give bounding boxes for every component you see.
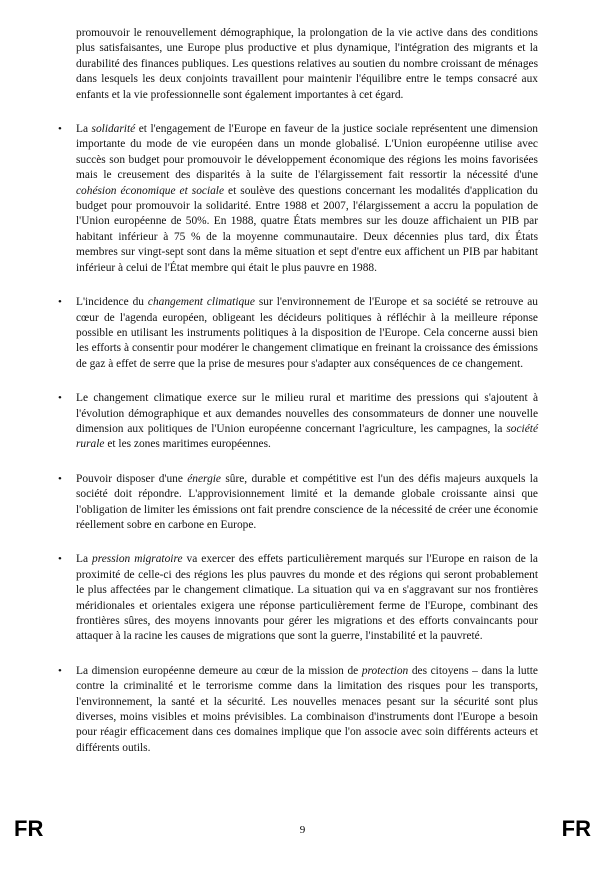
bullet-item [58, 122, 538, 276]
bullet-marker: • [58, 472, 62, 485]
bullet-item [58, 295, 538, 372]
emphasized-term: protection [361, 664, 409, 677]
bullet-item [58, 391, 538, 453]
bullet-text [76, 295, 538, 372]
intro-paragraph: promouvoir le renouvellement démographique, la prolongation de la vie active dans des conditions plus satisfaisantes, une Europe plus productive et plus dynamique, l'intégration des migrants et la durabilité des finances publiques. Les questions relatives au soutien du nombre croissant de ménages dans lesquels les deux conjoints travaillent pour maintenir l'équilibre entre le temps consacré aux enfants et la vie professionnelle sont également importantes à cet égard. [76, 27, 538, 101]
bullet-text [76, 391, 538, 453]
emphasized-term: cohésion économique et sociale [76, 184, 225, 197]
emphasized-term: solidarité [91, 123, 136, 136]
text-run: La dimension européenne demeure au cœur de la mission de [76, 664, 362, 677]
text-run: Le changement climatique exerce sur le milieu rural et maritime des pressions qui s'ajoutent à l'évolution démographique et aux demandes nouvelles des consommateurs de donner une nouvelle dimension aux politiques de l'Union européenne concernant l'agriculture, les campagnes, la [76, 392, 538, 435]
text-run: Pouvoir disposer d'une [76, 472, 188, 485]
bullet-marker: • [58, 296, 62, 309]
text-run: des citoyens – dans la lutte contre la criminalité et le terrorisme comme dans la limitation des risques pour les transports, l'environnement, la santé et la sécurité. Les nouvelles menaces pesant sur la sécurité sont plus diverses, moins visibles et moins prévisibles. La combinaison d'instruments dont l'Europe a besoin pour réagir efficacement dans ces domaines implique que l'on associe avec soin différents acteurs et différents outils. [76, 664, 538, 754]
text-run: et les zones maritimes européennes. [104, 438, 271, 451]
bullet-text [76, 664, 538, 756]
bullet-list [58, 122, 538, 756]
bullet-text [76, 472, 538, 534]
emphasized-term: énergie [187, 472, 221, 485]
bullet-marker: • [58, 123, 62, 136]
emphasized-term: changement climatique [147, 296, 255, 309]
bullet-text [76, 122, 538, 276]
text-run: sur l'environnement de l'Europe et sa société se retrouve au cœur de l'agenda européen, obligeant les décideurs politiques à réfléchir à la meilleure réponse possible en utilisant les instruments politiques à la disposition de l'Europe. Cela concerne aussi bien les efforts à consentir pour modérer le changement climatique en freinant la croissance des émissions de gaz à effet de serre que la prise de mesures pour s'adapter aux conséquences de ce changement. [76, 296, 539, 370]
footer-language-right: FR [561, 816, 591, 841]
text-run: La [76, 553, 93, 566]
text-run: sûre, durable et compétitive est l'un des défis majeurs auxquels la société doit répondre. L'approvisionnement limité et la demande globale croissante ainsi que l'obligation de limiter les émissions ont fait prendre conscience de la nécessité de créer une économie réellement sobre en carbone en Europe. [76, 472, 538, 531]
text-run: L'incidence du [76, 296, 148, 309]
emphasized-term: pression migratoire [92, 553, 183, 566]
text-run: et soulève des questions concernant les modalités d'application du budget pour promouvoir la solidarité. Entre 1988 et 2007, l'élargissement a accru la population de l'Union européenne de 50%. En 1988, quatre États membres sur les douze affichaient un PIB par habitant inférieur à 75 % de la moyenne communautaire. Deux décennies plus tard, dix États membres sur vingt-sept sont dans la même situation et sept d'entre eux affichent un PIB par habitant inférieur à celui de l'État membre qui était le plus pauvre en 1988. [76, 184, 538, 274]
emphasized-term: société rurale [76, 422, 538, 451]
bullet-marker: • [58, 553, 62, 566]
footer-language-left: FR [14, 816, 44, 841]
bullet-marker: • [58, 664, 62, 677]
bullet-text [76, 552, 538, 644]
page-number: 9 [299, 824, 306, 836]
document-body [58, 26, 538, 756]
bullet-item [58, 472, 538, 534]
bullet-item [58, 552, 538, 644]
bullet-marker: • [58, 392, 62, 405]
text-run: La [76, 123, 92, 136]
bullet-item [58, 664, 538, 756]
text-run: va exercer des effets particulièrement marqués sur l'Europe en raison de la proximité de celle-ci des régions les plus pauvres du monde et des régions qui seront probablement le plus affectées par le changement climatique. La situation qui va en s'aggravant sur nos frontières méridionales et orientales exigera une réponse particulièrement ferme de l'Europe, combinant des frontières sûres, des moyens innovants pour gérer les migrations et des efforts convaincants pour attaquer à la racine les causes de migrations que sont la guerre, l'instabilité et la pauvreté. [76, 553, 538, 643]
text-run: et l'engagement de l'Europe en faveur de la justice sociale représentent une dimension importante du mode de vie européen dans un monde globalisé. L'Union européenne utilise avec succès son budget pour promouvoir le développement économique des régions les moins favorisées mais le creusement des disparités à la suite de l'élargissement fait ressortir la nécessité d'une [76, 123, 538, 182]
